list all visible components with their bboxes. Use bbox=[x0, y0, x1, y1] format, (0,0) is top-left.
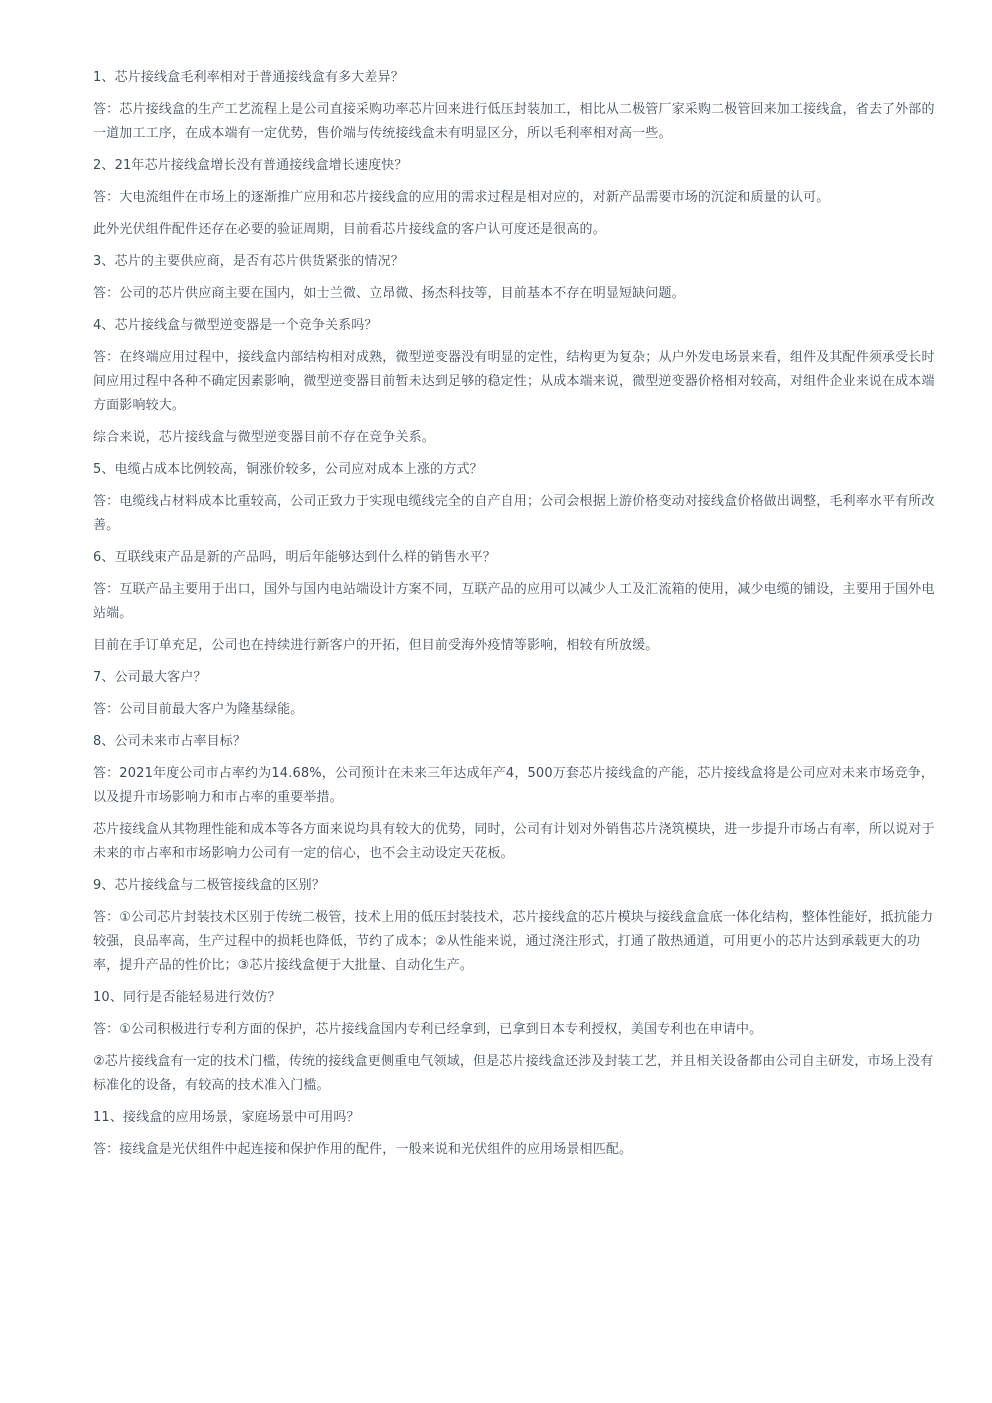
answer-11: 答：接线盒是光伏组件中起连接和保护作用的配件，一般来说和光伏组件的应用场景相匹配。 bbox=[93, 1142, 633, 1157]
answer-5: 答：电缆线占材料成本比重较高，公司正致力于实现电缆线完全的自产自用；公司会根据上游价格变动对接线盒价格做出调整，毛利率水平有所改善。 bbox=[93, 494, 935, 533]
answer-8-continued: 芯片接线盒从其物理性能和成本等各方面来说均具有较大的优势，同时，公司有计划对外销售芯片浇筑模块，进一步提升市场占有率，所以说对于未来的市占率和市场影响力公司有一定的信心，也不会主动设定天花板。 bbox=[93, 822, 935, 861]
question-9: 9、芯片接线盒与二极管接线盒的区别？ bbox=[93, 878, 325, 893]
answer-7: 答：公司目前最大客户为隆基绿能。 bbox=[93, 702, 304, 717]
question-8: 8、公司未来市占率目标？ bbox=[93, 734, 247, 749]
document-body bbox=[93, 66, 945, 1170]
question-7: 7、公司最大客户？ bbox=[93, 670, 207, 685]
answer-8: 答：2021年度公司市占率约为14.68%，公司预计在未来三年达成年产4，500万套芯片接线盒的产能，芯片接线盒将是公司应对未来市场竞争，以及提升市场影响力和市占率的重要举措。 bbox=[93, 766, 935, 805]
question-6: 6、互联线束产品是新的产品吗，明后年能够达到什么样的销售水平？ bbox=[93, 550, 496, 565]
answer-6: 答：互联产品主要用于出口，国外与国内电站端设计方案不同，互联产品的应用可以减少人工及汇流箱的使用，减少电缆的铺设，主要用于国外电站端。 bbox=[93, 582, 935, 621]
answer-2: 答：大电流组件在市场上的逐渐推广应用和芯片接线盒的应用的需求过程是相对应的，对新产品需要市场的沉淀和质量的认可。 bbox=[93, 190, 830, 205]
question-4: 4、芯片接线盒与微型逆变器是一个竞争关系吗？ bbox=[93, 318, 378, 333]
question-10: 10、同行是否能轻易进行效仿？ bbox=[93, 990, 281, 1005]
answer-4-continued: 综合来说，芯片接线盒与微型逆变器目前不存在竞争关系。 bbox=[93, 430, 435, 445]
answer-10-continued: ②芯片接线盒有一定的技术门槛，传统的接线盒更侧重电气领域，但是芯片接线盒还涉及封装工艺，并且相关设备都由公司自主研发，市场上没有标准化的设备，有较高的技术准入门槛。 bbox=[93, 1054, 934, 1093]
answer-6-continued: 目前在手订单充足，公司也在持续进行新客户的开拓，但目前受海外疫情等影响，相较有所放缓。 bbox=[93, 638, 659, 653]
question-11: 11、接线盒的应用场景，家庭场景中可用吗？ bbox=[93, 1110, 360, 1125]
question-2: 2、21年芯片接线盒增长没有普通接线盒增长速度快？ bbox=[93, 158, 408, 173]
answer-3: 答：公司的芯片供应商主要在国内，如士兰微、立昂微、扬杰科技等，目前基本不存在明显短缺问题。 bbox=[93, 286, 685, 301]
question-3: 3、芯片的主要供应商，是否有芯片供货紧张的情况？ bbox=[93, 254, 404, 269]
answer-1: 答：芯片接线盒的生产工艺流程上是公司直接采购功率芯片回来进行低压封装加工，相比从二极管厂家采购二极管回来加工接线盒，省去了外部的一道加工工序，在成本端有一定优势，售价端与传统接线盒未有明显区分，所以毛利率相对高一些。 bbox=[93, 102, 935, 141]
answer-4: 答：在终端应用过程中，接线盒内部结构相对成熟，微型逆变器没有明显的定性，结构更为复杂；从户外发电场景来看，组件及其配件须承受长时间应用过程中各种不确定因素影响，微型逆变器目前暂未达到足够的稳定性；从成本端来说，微型逆变器价格相对较高，对组件企业来说在成本端方面影响较大。 bbox=[93, 350, 935, 413]
question-1: 1、芯片接线盒毛利率相对于普通接线盒有多大差异？ bbox=[93, 70, 404, 85]
answer-9: 答：①公司芯片封装技术区别于传统二极管，技术上用的低压封装技术，芯片接线盒的芯片模块与接线盒盒底一体化结构，整体性能好，抵抗能力较强，良品率高，生产过程中的损耗也降低，节约了成本；②从性能来说，通过浇注形式，打通了散热通道，可用更小的芯片达到承载更大的功率，提升产品的性价比；③芯片接线盒便于大批量、自动化生产。 bbox=[93, 910, 934, 973]
answer-2-continued: 此外光伏组件配件还存在必要的验证周期，目前看芯片接线盒的客户认可度还是很高的。 bbox=[93, 222, 606, 237]
answer-10: 答：①公司积极进行专利方面的保护，芯片接线盒国内专利已经拿到，已拿到日本专利授权，美国专利也在申请中。 bbox=[93, 1022, 763, 1037]
question-5: 5、电缆占成本比例较高，铜涨价较多，公司应对成本上涨的方式？ bbox=[93, 462, 483, 477]
